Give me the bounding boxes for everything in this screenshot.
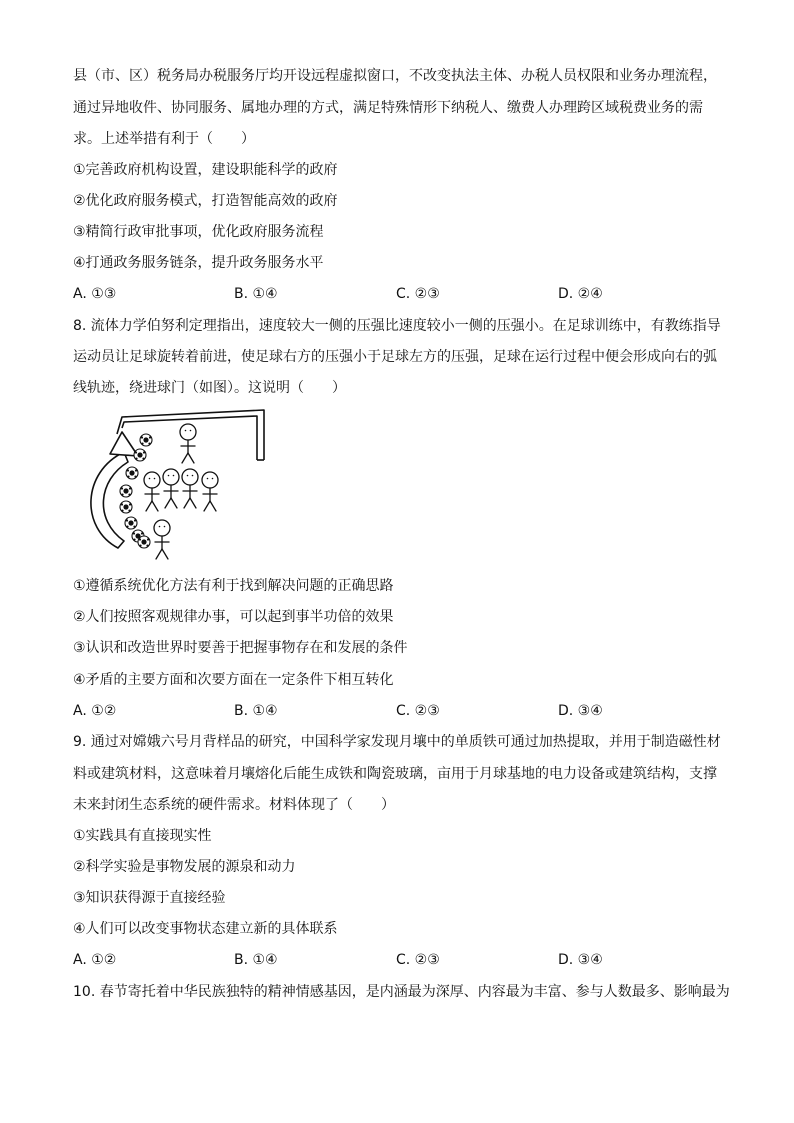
q7-option-b[interactable]: B. ①④ [234, 286, 278, 302]
football-icon [120, 485, 132, 497]
q8-statement-3: ③认识和改造世界时要善于把握事物存在和发展的条件 [73, 640, 408, 656]
q9-statement-4: ④人们可以改变事物状态建立新的具体联系 [73, 921, 338, 937]
q8-statement-2: ②人们按照客观规律办事，可以起到事半功倍的效果 [73, 609, 394, 625]
q8-option-a[interactable]: A. ①② [73, 703, 117, 719]
q9-option-b[interactable]: B. ①④ [234, 952, 278, 968]
q7-stem-line-1: 县（市、区）税务局办税服务厅均开设远程虚拟窗口，不改变执法主体、办税人员权限和业务办理流程， [73, 68, 717, 84]
q8-option-b[interactable]: B. ①④ [234, 703, 278, 719]
q8-option-c[interactable]: C. ②③ [396, 703, 440, 719]
q7-options [73, 284, 733, 304]
q9-stem-line-2: 料或建筑材料，这意味着月壤熔化后能生成铁和陶瓷玻璃，亩用于月球基地的电力设备或建筑结构，支撑 [73, 766, 717, 782]
q7-statement-2: ②优化政府服务模式，打造智能高效的政府 [73, 193, 338, 209]
q8-stem-line-1: 8. 流体力学伯努利定理指出，速度较大一侧的压强比速度较小一侧的压强小。在足球训练中，有教练指导 [73, 318, 721, 334]
q9-statement-2: ②科学实验是事物发展的源泉和动力 [73, 859, 296, 875]
q9-options [73, 950, 733, 970]
q9-option-d[interactable]: D. ③④ [558, 952, 603, 968]
q7-statement-3: ③精简行政审批事项，优化政府服务流程 [73, 224, 324, 240]
football-icon [138, 536, 150, 548]
q9-option-a[interactable]: A. ①② [73, 952, 117, 968]
q9-option-c[interactable]: C. ②③ [396, 952, 440, 968]
football-icon [140, 434, 152, 446]
q8-statement-1: ①遵循系统优化方法有利于找到解决问题的正确思路 [73, 578, 394, 594]
defender-figure [144, 472, 160, 511]
q7-option-c[interactable]: C. ②③ [396, 286, 440, 302]
football-icon [126, 467, 138, 479]
q7-statement-1: ①完善政府机构设置，建设职能科学的政府 [73, 162, 338, 178]
q8-stem-line-3: 线轨迹，绕进球门（如图）。这说明（ ） [73, 380, 346, 396]
q7-option-d[interactable]: D. ②④ [558, 286, 603, 302]
football-icon [125, 517, 137, 529]
q9-statement-3: ③知识获得源于直接经验 [73, 890, 226, 906]
q8-stem-line-2: 运动员让足球旋转着前进，使足球右方的压强小于足球左方的压强，足球在运行过程中便会形成向右的弧 [73, 349, 717, 365]
defender-figure [202, 472, 218, 511]
goalkeeper-figure [180, 424, 196, 463]
football-icon [120, 501, 132, 513]
q8-statement-4: ④矛盾的主要方面和次要方面在一定条件下相互转化 [73, 672, 394, 688]
q9-stem-line-3: 未来封闭生态系统的硬件需求。材料体现了（ ） [73, 797, 395, 813]
q7-stem-line-3: 求。上述举措有利于（ ） [73, 131, 255, 147]
q8-option-d[interactable]: D. ③④ [558, 703, 603, 719]
football-curve-figure [68, 400, 273, 568]
q10-stem-line-1: 10. 春节寄托着中华民族独特的精神情感基因，是内涵最为深厚、内容最为丰富、参与人数最多、影响最为 [73, 984, 730, 1000]
football-icon [134, 449, 146, 461]
q8-options [73, 701, 733, 721]
kicker-figure [154, 520, 170, 559]
q7-statement-4: ④打通政务服务链条，提升政务服务水平 [73, 255, 324, 271]
defender-figure [182, 469, 198, 508]
q7-stem-line-2: 通过异地收件、协同服务、属地办理的方式，满足特殊情形下纳税人、缴费人办理跨区域税费业务的需 [73, 100, 703, 116]
q7-option-a[interactable]: A. ①③ [73, 286, 117, 302]
q9-statement-1: ①实践具有直接现实性 [73, 828, 212, 844]
defender-figure [163, 469, 179, 508]
q9-stem-line-1: 9. 通过对嫦娥六号月背样品的研究，中国科学家发现月壤中的单质铁可通过加热提取，并用于制造磁性材 [73, 734, 721, 750]
